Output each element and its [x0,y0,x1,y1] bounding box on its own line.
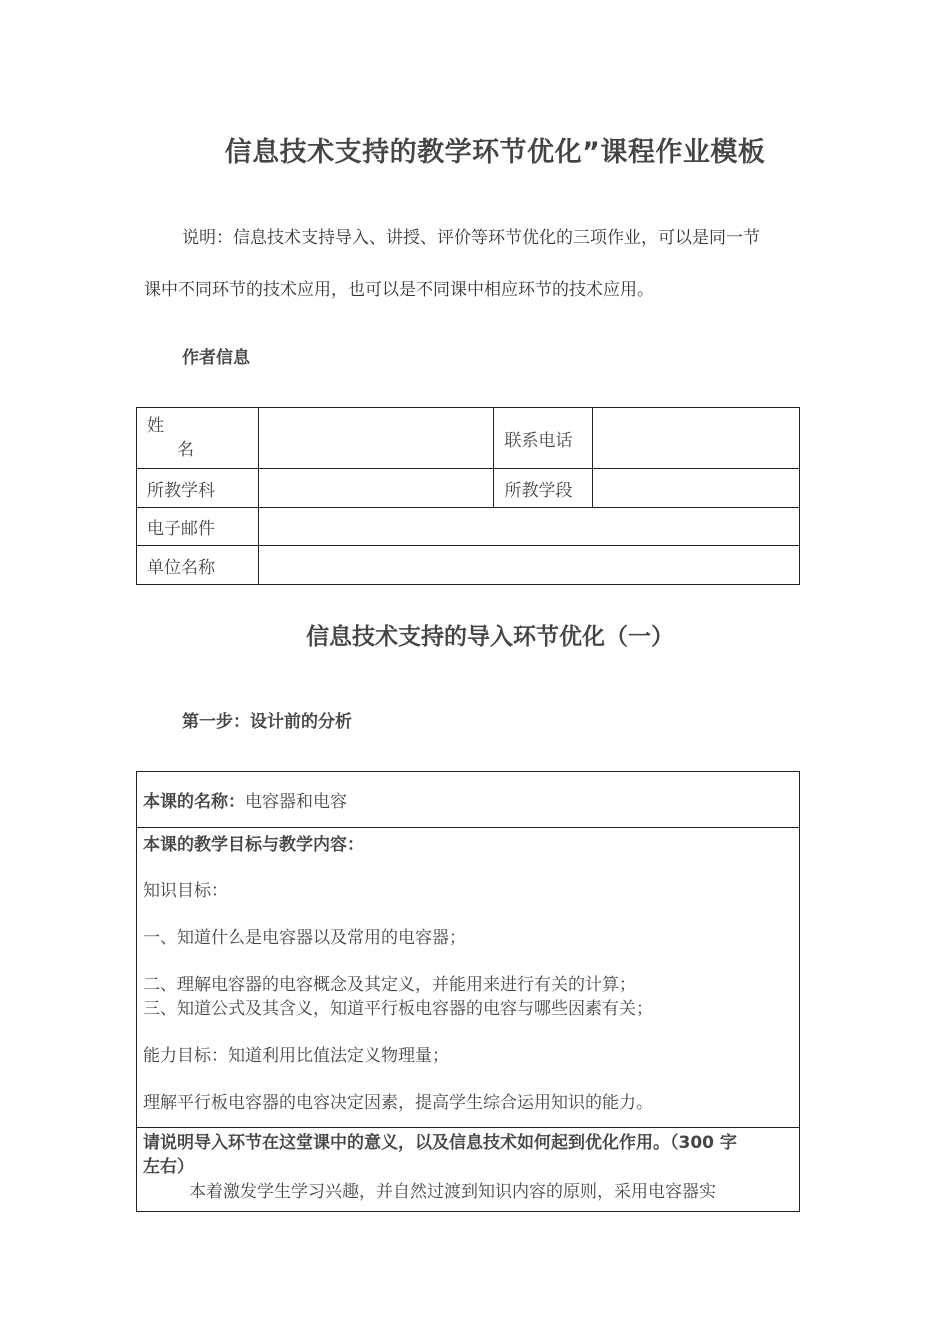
author-info-heading: 作者信息 [182,348,250,368]
grade-label-cell: 所教学段 [494,469,593,508]
phone-label-cell: 联系电话 [494,408,593,469]
course-name-value: 电容器和电容 [245,792,347,812]
table-row [137,828,800,1128]
question-line-2: 左右） [143,1157,194,1177]
goals-label: 本课的教学目标与教学内容： [143,835,364,855]
goal-item-2: 二、理解电容器的电容概念及其定义，并能用来进行有关的计算； [143,975,636,995]
table-row [137,546,800,585]
knowledge-goal: 知识目标： [143,881,228,901]
table-row [137,508,800,546]
subject-value-cell[interactable] [258,469,494,508]
instructions-line-1: 说明：信息技术支持导入、讲授、评价等环节优化的三项作业，可以是同一节 [182,228,760,248]
name-label-part-2: 名 [177,440,194,460]
ability-goal-2: 理解平行板电容器的电容决定因素，提高学生综合运用知识的能力。 [143,1093,653,1113]
grade-value-cell[interactable] [593,469,800,508]
section-title: 信息技术支持的导入环节优化（一） [306,624,674,650]
name-value-cell[interactable] [258,408,494,469]
email-value-cell[interactable] [258,508,799,546]
name-label-part-1: 姓 [147,416,164,436]
question-cell [137,1128,800,1212]
goals-cell [137,828,800,1128]
unit-label-cell: 单位名称 [137,546,259,585]
document-title: 信息技术支持的教学环节优化”课程作业模板 [224,137,766,168]
answer-line-1[interactable]: 本着激发学生学习兴趣，并自然过渡到知识内容的原则，采用电容器实 [189,1182,716,1202]
ability-goal: 能力目标：知道利用比值法定义物理量； [143,1046,449,1066]
goal-item-3: 三、知道公式及其含义，知道平行板电容器的电容与哪些因素有关； [143,999,653,1019]
table-row [137,1128,800,1212]
name-label-cell [137,408,259,469]
question-line-1: 请说明导入环节在这堂课中的意义，以及信息技术如何起到优化作用。（300 字 [143,1133,737,1153]
course-name-label: 本课的名称： [143,792,245,812]
course-name-cell [137,772,800,828]
table-row [137,469,800,508]
author-info-table [136,407,800,585]
goal-item-1: 一、知道什么是电容器以及常用的电容器； [143,928,466,948]
instructions-paragraph [144,212,814,316]
table-row [137,772,800,828]
analysis-table [136,771,800,1212]
instructions-line-2: 课中不同环节的技术应用，也可以是不同课中相应环节的技术应用。 [144,280,654,300]
subject-label-cell: 所教学科 [137,469,259,508]
table-row [137,408,800,469]
step1-heading: 第一步：设计前的分析 [182,712,352,732]
phone-value-cell[interactable] [593,408,800,469]
unit-value-cell[interactable] [258,546,799,585]
email-label-cell: 电子邮件 [137,508,259,546]
